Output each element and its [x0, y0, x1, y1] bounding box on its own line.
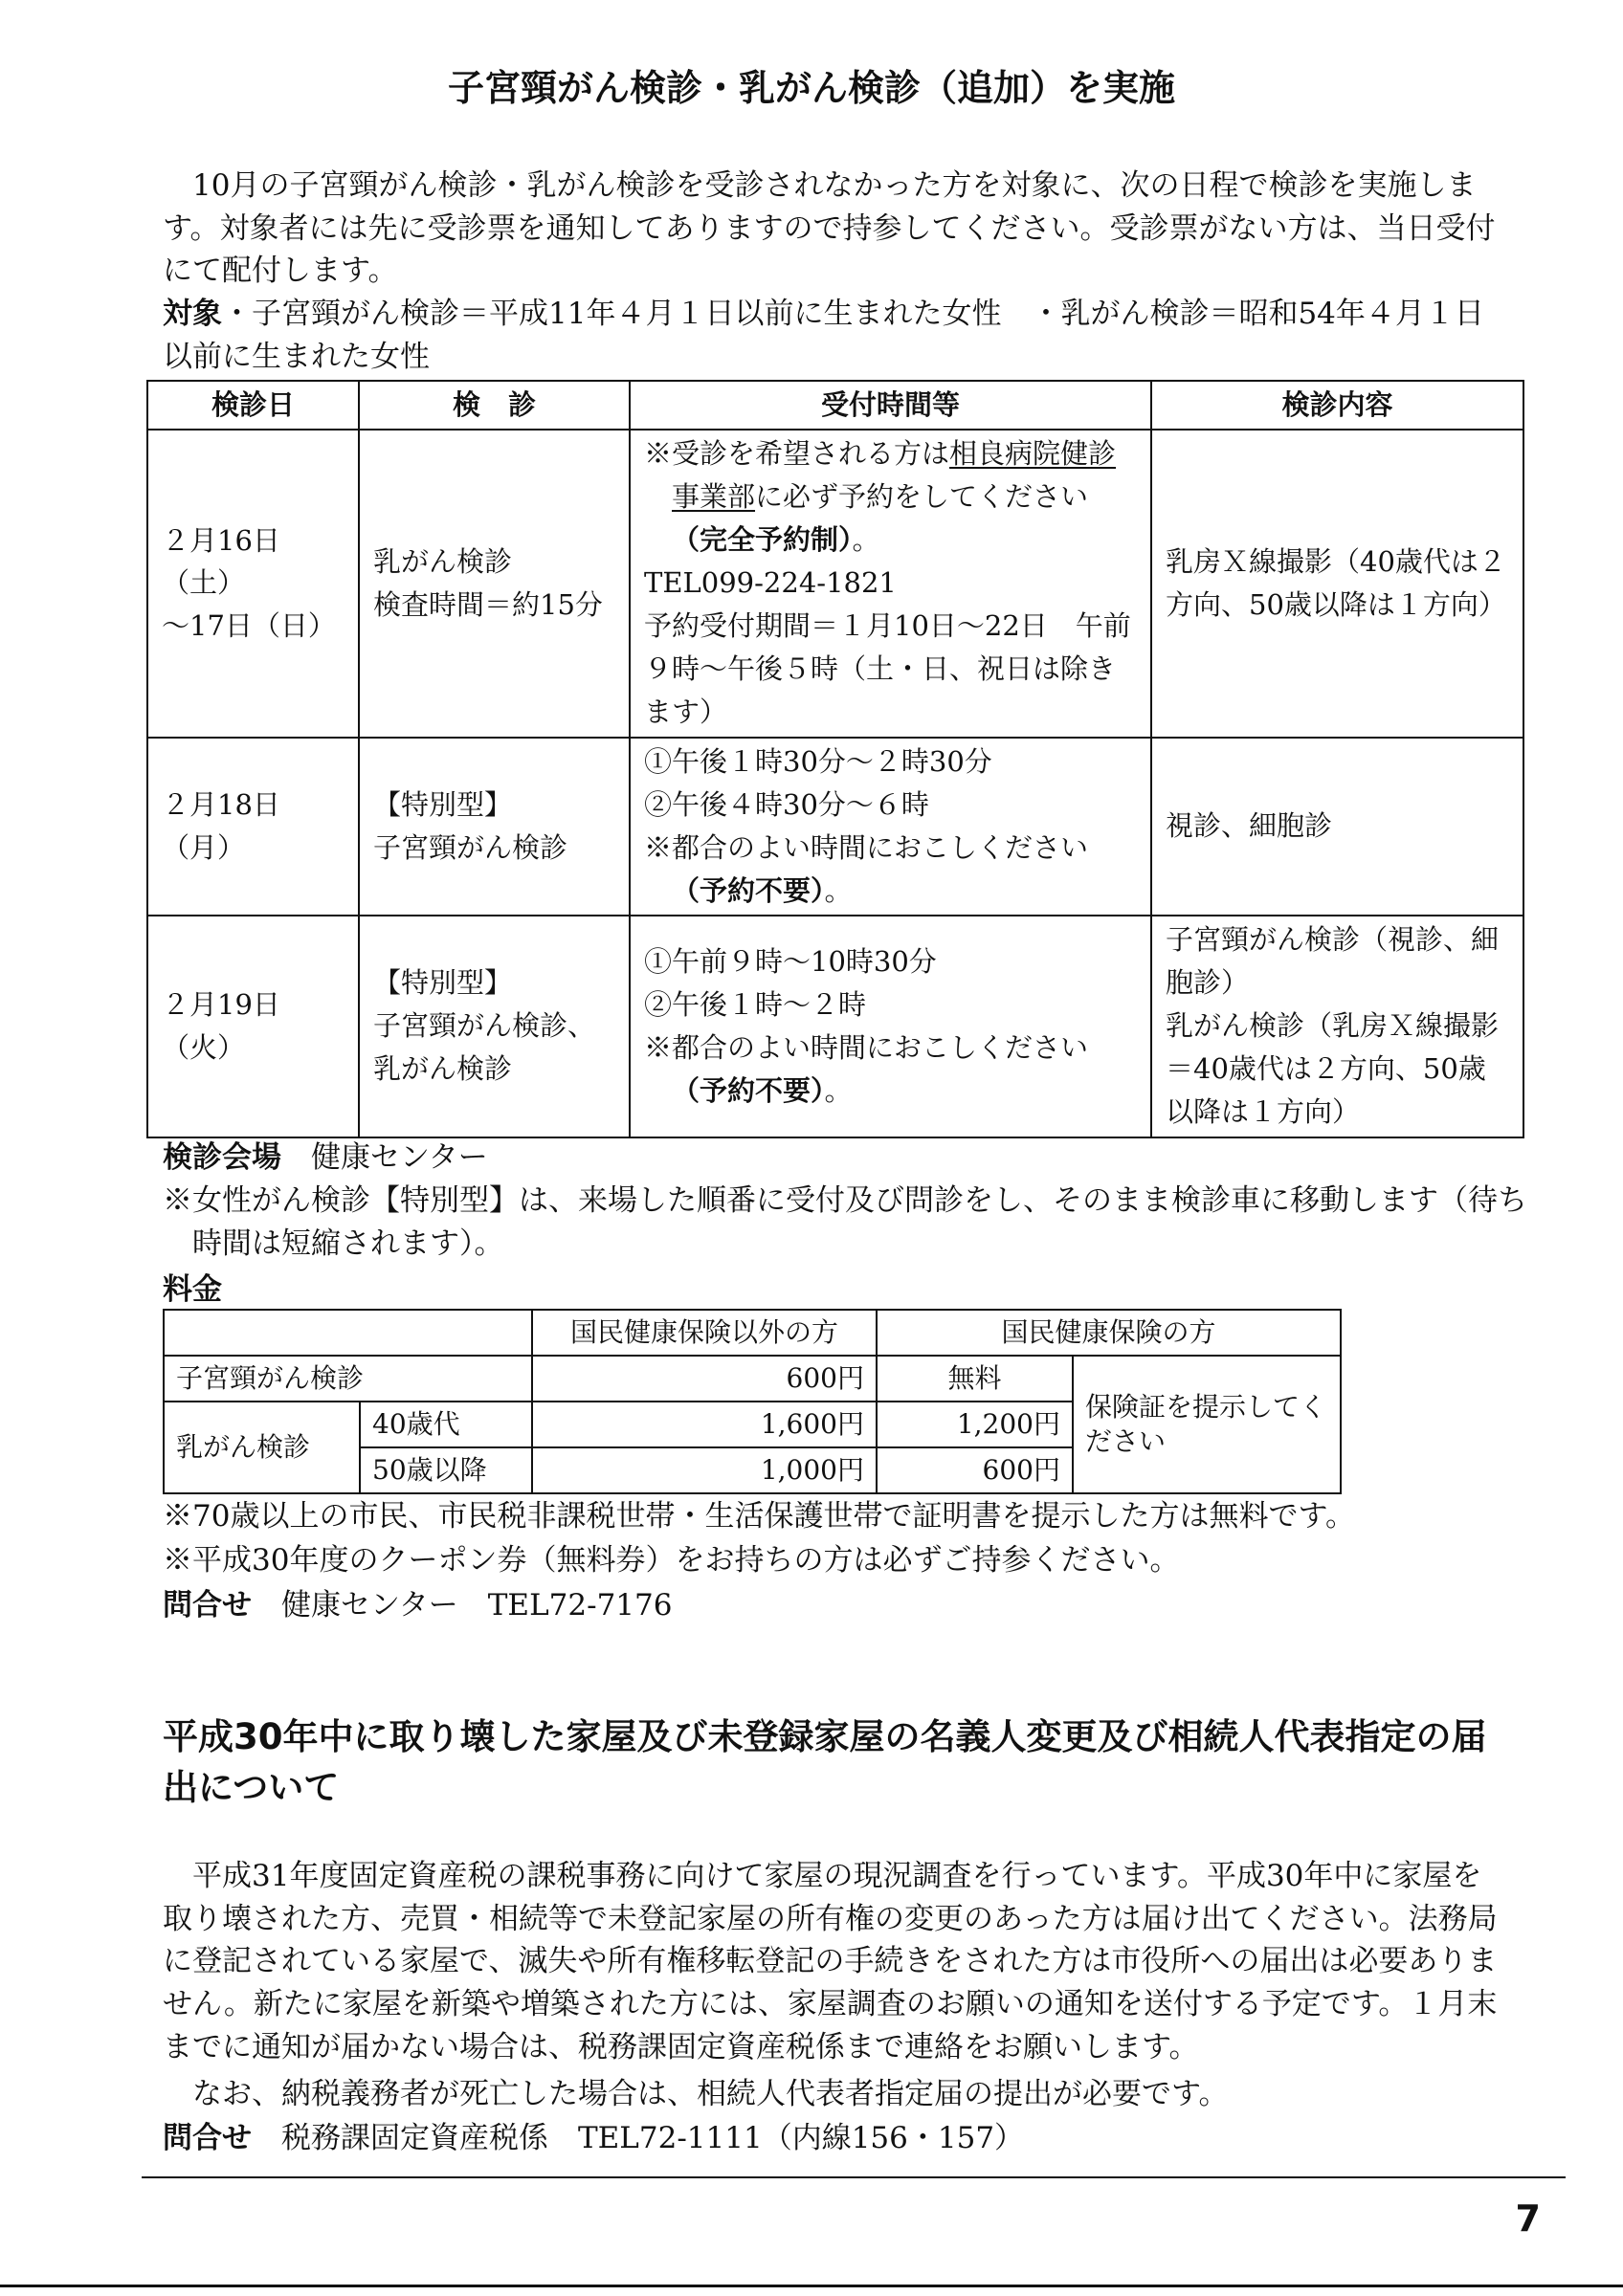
fee-table: [163, 1309, 1342, 1494]
article2-contact: [163, 2117, 1502, 2160]
schedule-table: [146, 380, 1524, 1138]
content-cell: 乳房Ｘ線撮影（40歳代は２方向、50歳以降は１方向）: [1151, 430, 1523, 738]
header-content: 検診内容: [1151, 381, 1523, 430]
date-cell: ２月19日（火）: [147, 916, 359, 1137]
fee-cervical-other: 600円: [532, 1356, 877, 1402]
content-cell: 子宮頸がん検診（視診、細胞診） 乳がん検診（乳房Ｘ線撮影＝40歳代は２方向、50歳以降は１方向）: [1151, 916, 1523, 1137]
target-label: 対象: [163, 297, 222, 331]
article1-target: [163, 293, 1502, 378]
fee-age50-other: 1,000円: [532, 1447, 877, 1493]
date-cell: ２月16日（土） ～17日（日）: [147, 430, 359, 738]
table-row: [147, 916, 1523, 1137]
fee-cervical-nhi: 無料: [877, 1356, 1073, 1402]
fee-header-row: [164, 1310, 1341, 1356]
fee-label: 料金: [163, 1272, 222, 1307]
contact-text: 健康センター TEL72-7176: [281, 1588, 673, 1623]
exam-cell: 乳がん検診 検査時間＝約15分: [359, 430, 630, 738]
article1-contact: [163, 1584, 1502, 1627]
header-exam: 検 診: [359, 381, 630, 430]
hospital-name: 相良病院健診事業部: [672, 436, 1117, 513]
note-coupon: ※平成30年度のクーポン券（無料券）をお持ちの方は必ずご持参ください。: [163, 1543, 1180, 1578]
reservation-note: ※受診を希望される方は相良病院健診事業部に必ず予約をしてください（完全予約制）。: [644, 436, 1117, 556]
fee-age40-other: 1,600円: [532, 1402, 877, 1447]
fee-header-nhi: 国民健康保険の方: [877, 1310, 1341, 1356]
article1-intro: 10月の子宮頸がん検診・乳がん検診を受診されなかった方を対象に、次の日程で検診を実施します。対象者には先に受診票を通知してありますので持参してください。受診票がない方は、当日受付にて配付します。: [163, 168, 1496, 289]
note-special: ※女性がん検診【特別型】は、来場した順番に受付及び問診をし、そのまま検診車に移動します（待ち時間は短縮されます）。: [163, 1183, 1527, 1261]
header-date: 検診日: [147, 381, 359, 430]
fee-age50-label: 50歳以降: [360, 1447, 532, 1493]
page-edge-line: [0, 2285, 1623, 2287]
table-row: [147, 738, 1523, 916]
header-time: 受付時間等: [630, 381, 1151, 430]
date-cell: ２月18日（月）: [147, 738, 359, 916]
table-row: [147, 430, 1523, 738]
venue-line: [163, 1137, 1502, 1180]
fee-age40-label: 40歳代: [360, 1402, 532, 1447]
fee-nhi-note: 保険証を提示してください: [1073, 1356, 1341, 1493]
fee-age40-nhi: 1,200円: [877, 1402, 1073, 1447]
time-cell: ①午前９時～10時30分 ②午後１時～２時 ※都合のよい時間におこしください （予約不要）。: [630, 916, 1151, 1137]
schedule-header-row: [147, 381, 1523, 430]
venue-label: 検診会場: [163, 1140, 281, 1175]
page-number: 7: [1515, 2197, 1541, 2240]
contact-text: 税務課固定資産税係 TEL72-1111（内線156・157）: [281, 2121, 1025, 2155]
target-text: ・子宮頸がん検診＝平成11年４月１日以前に生まれた女性 ・乳がん検診＝昭和54年４月１日以前に生まれた女性: [163, 297, 1484, 374]
article2-title: 平成30年中に取り壊した家屋及び未登録家屋の名義人変更及び相続人代表指定の届出について: [163, 1716, 1487, 1808]
reservation-tel: TEL099-224-1821: [644, 565, 897, 599]
footer-rule: [142, 2176, 1566, 2178]
exam-cell: 【特別型】 子宮頸がん検診: [359, 738, 630, 916]
time-cell: [630, 430, 1151, 738]
exam-cell: 【特別型】 子宮頸がん検診、 乳がん検診: [359, 916, 630, 1137]
contact-label: 問合せ: [163, 2121, 252, 2155]
fee-age50-nhi: 600円: [877, 1447, 1073, 1493]
article2-para1: 平成31年度固定資産税の課税事務に向けて家屋の現況調査を行っています。平成30年中に家屋を取り壊された方、売買・相続等で未登記家屋の所有権の変更のあった方は届け出てください。法務局に登記されている家屋で、滅失や所有権移転登記の手続きをされた方は市役所への届出は必要ありません。新たに家屋を新築や増築された方には、家屋調査のお願いの通知を送付する予定です。１月末までに通知が届かない場合は、税務課固定資産税係まで連絡をお願いします。: [163, 1859, 1498, 2064]
fee-cervical-label: 子宮頸がん検診: [164, 1356, 532, 1402]
contact-label: 問合せ: [163, 1588, 252, 1623]
content-cell: 視診、細胞診: [1151, 738, 1523, 916]
time-cell: ①午後１時30分～２時30分 ②午後４時30分～６時 ※都合のよい時間におこしください （予約不要）。: [630, 738, 1151, 916]
fee-heading: [163, 1269, 1502, 1312]
table-row: [164, 1356, 1341, 1402]
article1-title: 子宮頸がん検診・乳がん検診（追加）を実施: [447, 67, 1175, 109]
venue-text: 健康センター: [311, 1140, 488, 1175]
note-free: ※70歳以上の市民、市民税非課税世帯・生活保護世帯で証明書を提示した方は無料です。: [163, 1499, 1355, 1534]
article2-para2: なお、納税義務者が死亡した場合は、相続人代表者指定届の提出が必要です。: [192, 2077, 1229, 2111]
reservation-period: 予約受付期間＝１月10日～22日 午前９時～午後５時（土・日、祝日は除きます）: [644, 608, 1131, 728]
fee-breast-label: 乳がん検診: [164, 1402, 360, 1493]
fee-header-other: 国民健康保険以外の方: [532, 1310, 877, 1356]
